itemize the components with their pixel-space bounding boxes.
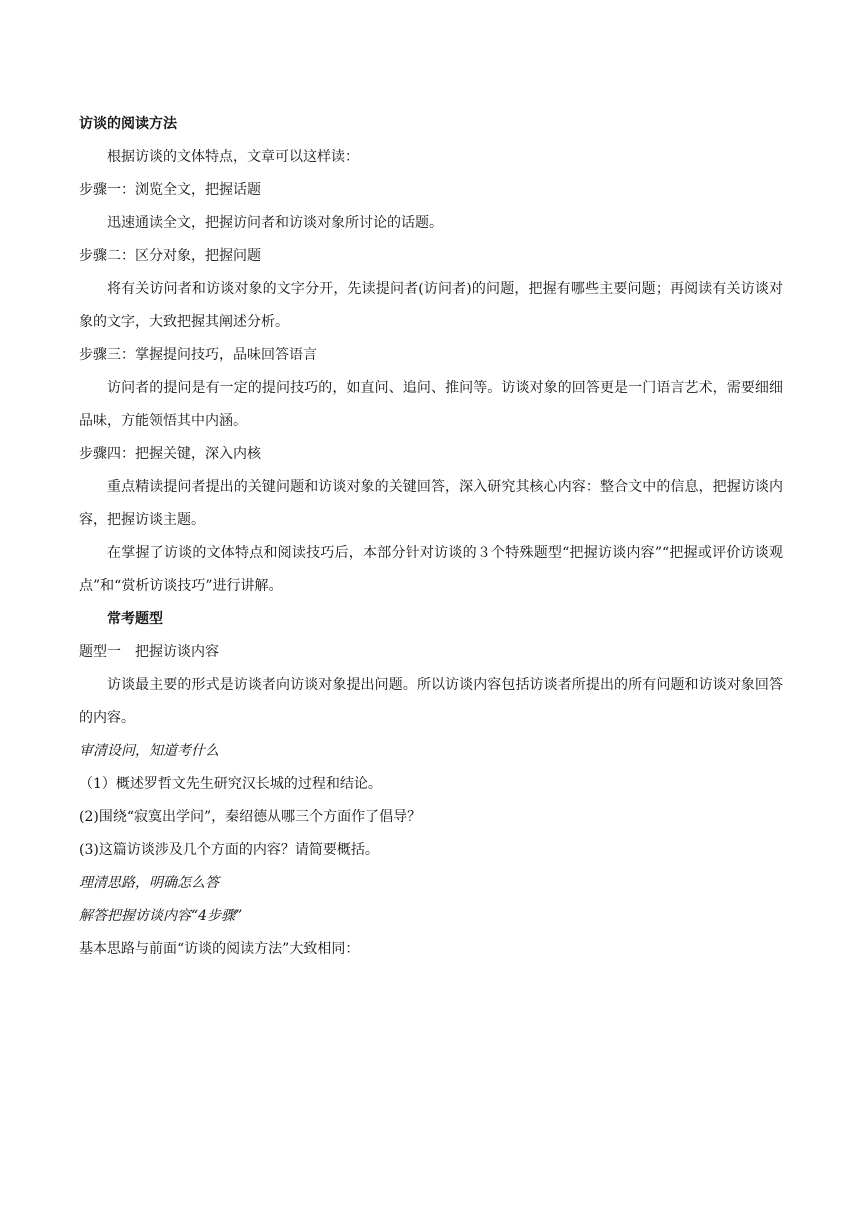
step-three-heading: 步骤三：掌握提问技巧，品味回答语言 (79, 347, 317, 363)
step-one-heading: 步骤一：浏览全文，把握话题 (79, 182, 261, 198)
step-two-body: 将有关访问者和访谈对象的文字分开，先读提问者(访问者)的问题，把握有哪些主要问题；再阅读有关访谈对象的文字，大致把握其阐述分析。 (79, 281, 783, 330)
question-item-3: (3)这篇访谈涉及几个方面的内容？请简要概括。 (79, 842, 379, 858)
summary-paragraph: 在掌握了访谈的文体特点和阅读技巧后，本部分针对访谈的３个特殊题型“把握访谈内容”“把握或评价访谈观点”和“赏析访谈技巧”进行讲解。 (79, 545, 783, 594)
document-content (79, 108, 783, 966)
step-four-body: 重点精读提问者提出的关键问题和访谈对象的关键回答，深入研究其核心内容：整合文中的信息，把握访谈内容，把握访谈主题。 (79, 479, 783, 528)
type-one-body: 访谈最主要的形式是访谈者向访谈对象提出问题。所以访谈内容包括访谈者所提出的所有问题和访谈对象回答的内容。 (79, 677, 783, 726)
question-item-2: (2)围绕“寂寞出学问”，秦绍德从哪三个方面作了倡导？ (79, 809, 422, 825)
step-three-body: 访问者的提问是有一定的提问技巧的，如直问、追问、推问等。访谈对象的回答更是一门语言艺术，需要细细品味，方能领悟其中内涵。 (79, 380, 783, 429)
step-one-body: 迅速通读全文，把握访问者和访谈对象所讨论的话题。 (107, 215, 443, 231)
intro-paragraph: 根据访谈的文体特点，文章可以这样读： (107, 149, 359, 165)
type-one-heading: 题型一 把握访谈内容 (79, 644, 219, 660)
step-four-heading: 步骤四：把握关键，深入内核 (79, 446, 261, 462)
four-steps-heading: 解答把握访谈内容“4步骤” (79, 908, 243, 924)
question-item-1: （1）概述罗哲文先生研究汉长城的过程和结论。 (79, 776, 382, 792)
closing-line: 基本思路与前面“访谈的阅读方法”大致相同： (79, 941, 360, 957)
step-two-heading: 步骤二：区分对象，把握问题 (79, 248, 261, 264)
examine-heading: 审清设问，知道考什么 (79, 743, 219, 759)
document-title: 访谈的阅读方法 (79, 116, 177, 132)
clarify-heading: 理清思路，明确怎么答 (79, 875, 219, 891)
section-title: 常考题型 (107, 611, 163, 627)
